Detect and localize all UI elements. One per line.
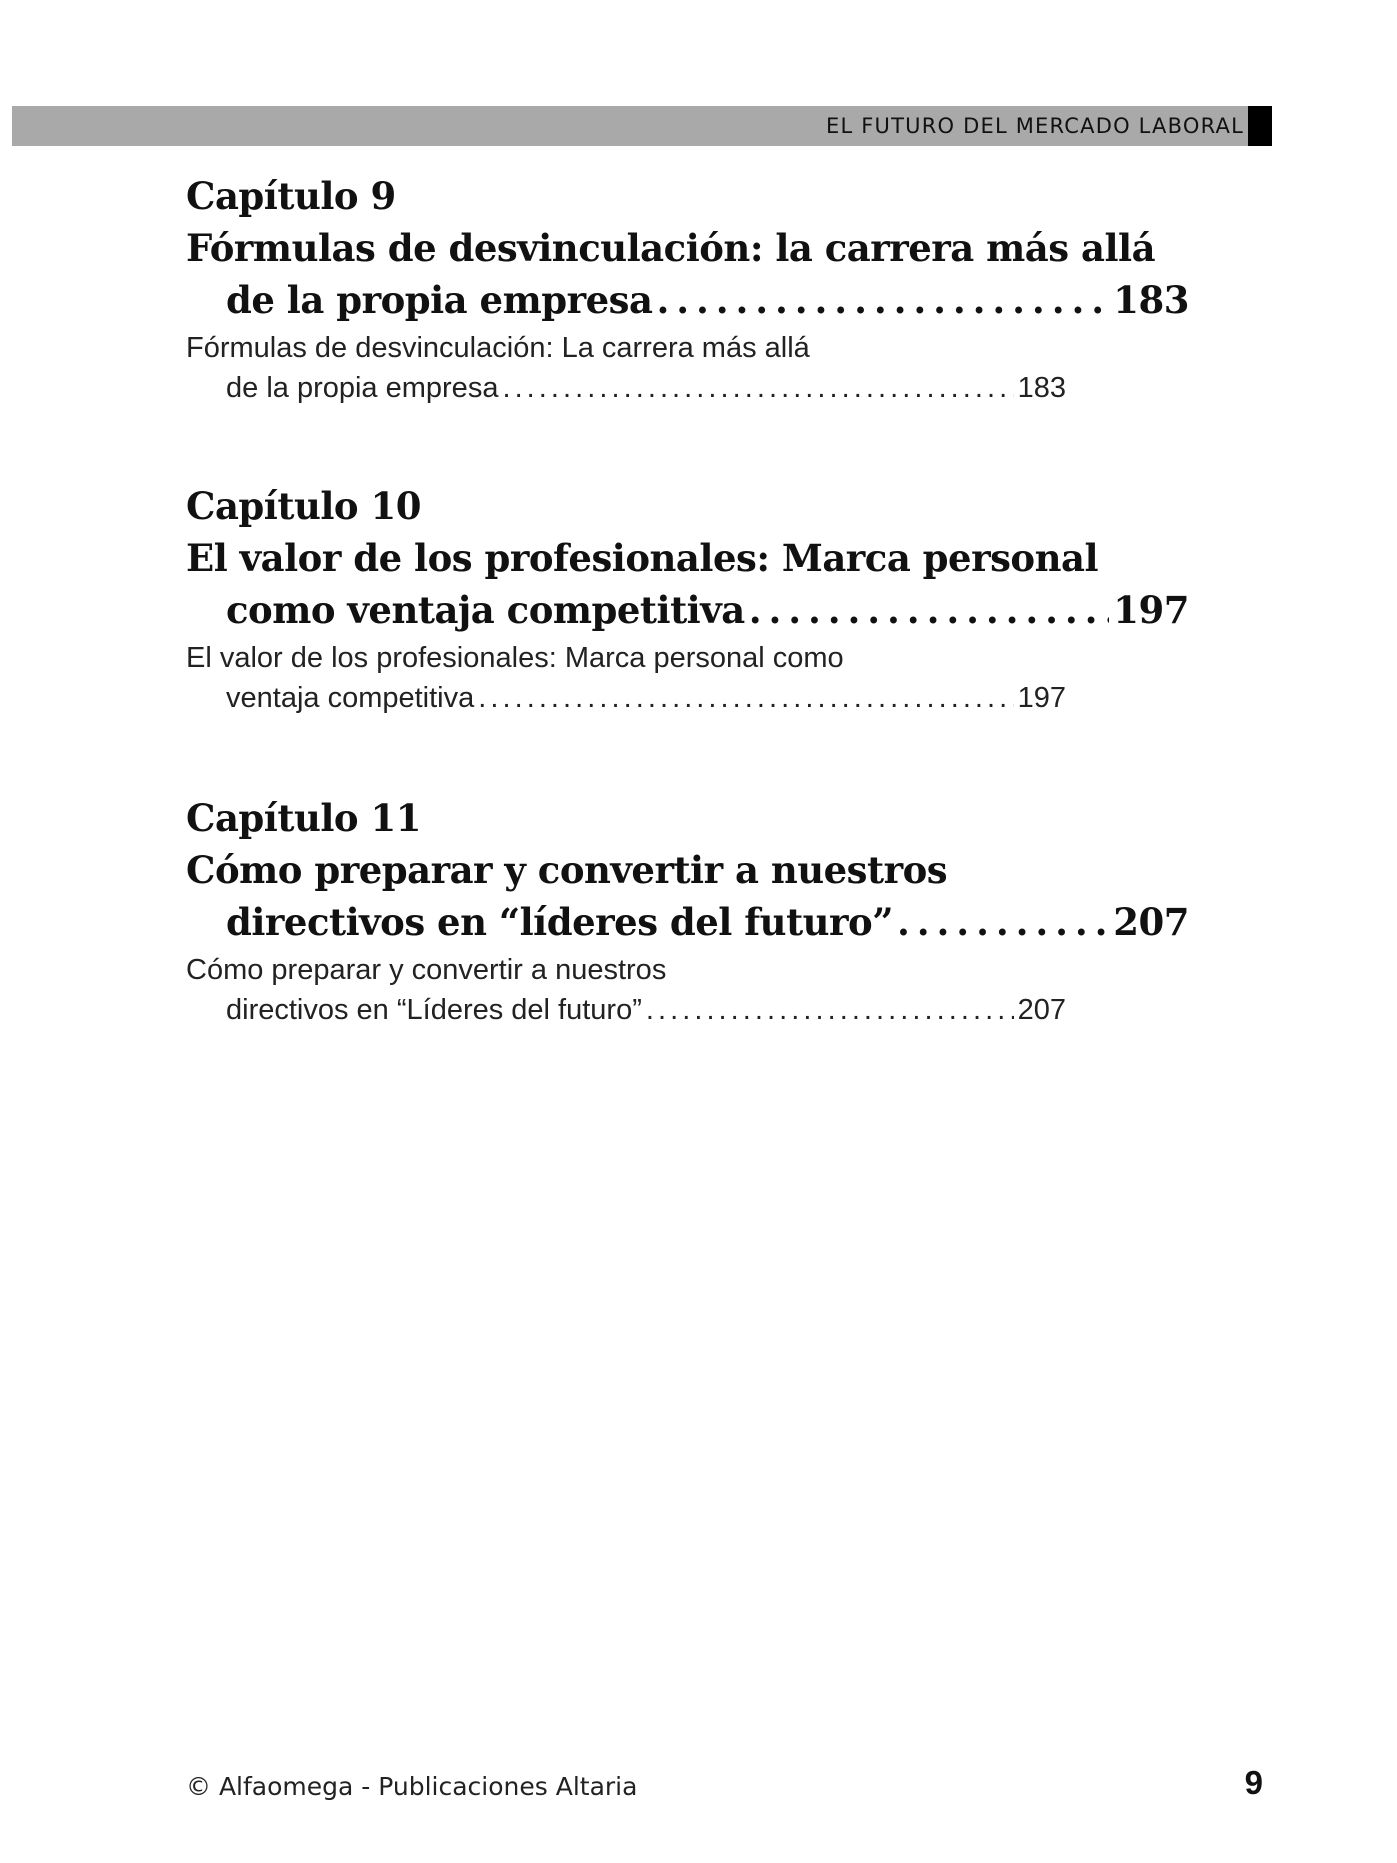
running-header <box>12 106 1272 146</box>
dot-leader <box>656 274 1109 326</box>
toc-chapter-11 <box>186 792 1196 1030</box>
running-header-title: EL FUTURO DEL MERCADO LABORAL <box>826 114 1244 138</box>
subentry-line1: Cómo preparar y convertir a nuestros <box>186 954 667 986</box>
chapter-number: Capítulo 11 <box>186 796 421 840</box>
subentry-line2-text: de la propia empresa <box>226 372 499 404</box>
subentry-line2 <box>226 368 1066 408</box>
subentry-line2 <box>226 678 1066 718</box>
dot-leader <box>897 896 1109 948</box>
subentry-line1: El valor de los profesionales: Marca personal como <box>186 642 844 674</box>
chapter-title-line1: Fórmulas de desvinculación: la carrera más allá <box>186 226 1156 270</box>
subentry-line2 <box>226 990 1066 1030</box>
subentry-page-number: 207 <box>1017 994 1066 1026</box>
chapter-title-line1: Cómo preparar y convertir a nuestros <box>186 848 948 892</box>
chapter-title-line2-text: de la propia empresa <box>226 278 653 322</box>
dot-leader <box>502 368 1013 408</box>
dot-leader <box>646 990 1014 1030</box>
chapter-title-line2-text: como ventaja competitiva <box>226 588 745 632</box>
chapter-title-line2 <box>226 584 1189 636</box>
dot-leader <box>478 678 1013 718</box>
subentry-line2-text: ventaja competitiva <box>226 682 475 714</box>
chapter-page-number: 197 <box>1113 588 1189 632</box>
chapter-page-number: 207 <box>1113 900 1189 944</box>
chapter-page-number: 183 <box>1113 278 1189 322</box>
chapter-number: Capítulo 10 <box>186 484 421 528</box>
toc-chapter-10 <box>186 480 1196 718</box>
chapter-title-line2-text: directivos en “líderes del futuro” <box>226 900 894 944</box>
footer-copyright: © Alfaomega - Publicaciones Altaria <box>186 1772 638 1801</box>
footer-page-number: 9 <box>1244 1764 1263 1801</box>
subentry-page-number: 183 <box>1017 372 1066 404</box>
chapter-title-line2 <box>226 274 1189 326</box>
subentry-page-number: 197 <box>1017 682 1066 714</box>
chapter-title-line2 <box>226 896 1189 948</box>
subentry-line1: Fórmulas de desvinculación: La carrera más allá <box>186 332 810 364</box>
header-marker-block <box>1248 106 1272 146</box>
chapter-number: Capítulo 9 <box>186 174 396 218</box>
toc-chapter-9 <box>186 170 1196 408</box>
chapter-title-line1: El valor de los profesionales: Marca personal <box>186 536 1099 580</box>
subentry-line2-text: directivos en “Líderes del futuro” <box>226 994 642 1026</box>
dot-leader <box>749 584 1110 636</box>
